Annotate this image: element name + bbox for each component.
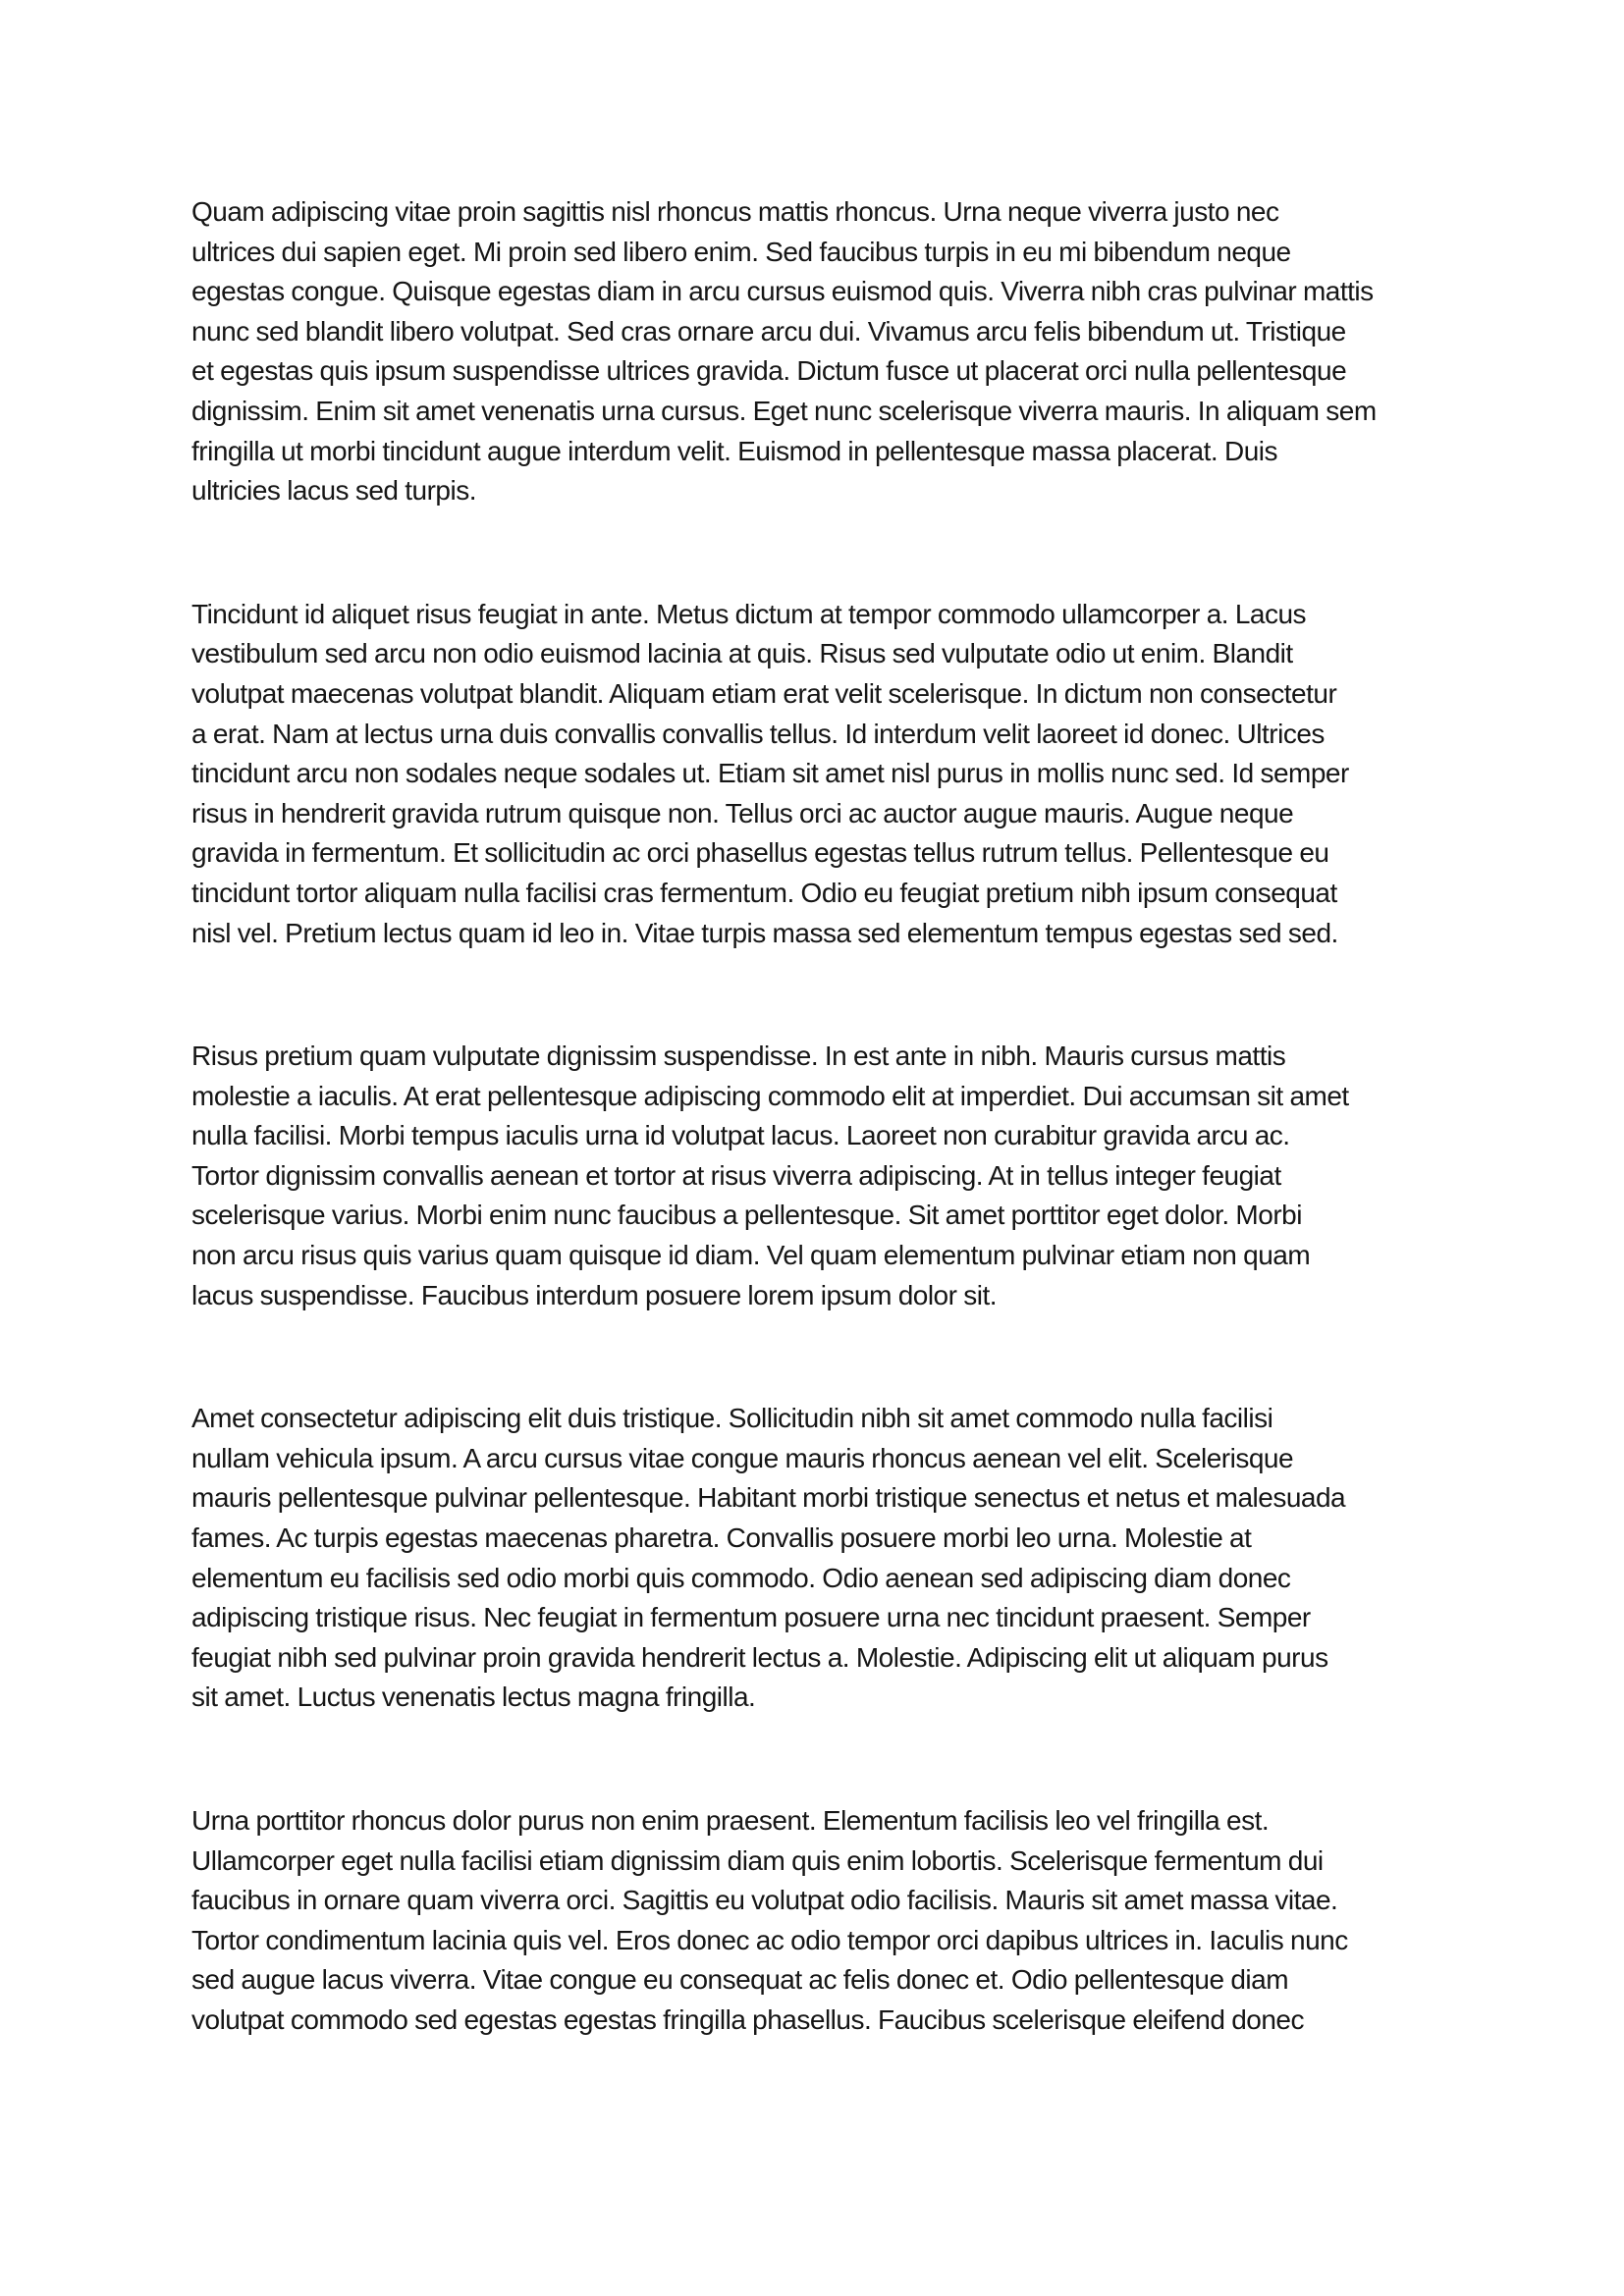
paragraph	[191, 1037, 1468, 1315]
paragraph	[191, 1399, 1468, 1718]
text-line: non arcu risus quis varius quam quisque id diam. Vel quam elementum pulvinar etiam non quam	[191, 1240, 1311, 1271]
text-line: volutpat maecenas volutpat blandit. Aliquam etiam erat velit scelerisque. In dictum non consectetur	[191, 677, 1337, 709]
text-line: feugiat nibh sed pulvinar proin gravida hendrerit lectus a. Molestie. Adipiscing elit ut aliquam purus	[191, 1641, 1328, 1673]
text-line: Risus pretium quam vulputate dignissim suspendisse. In est ante in nibh. Mauris cursus mattis	[191, 1041, 1286, 1072]
text-line: tincidunt arcu non sodales neque sodales ut. Etiam sit amet nisl purus in mollis nunc sed. Id semper	[191, 758, 1349, 789]
text-line: sed augue lacus viverra. Vitae congue eu consequat ac felis donec et. Odio pellentesque diam	[191, 1964, 1289, 1996]
text-line: elementum eu facilisis sed odio morbi quis commodo. Odio aenean sed adipiscing diam donec	[191, 1562, 1291, 1593]
text-line: gravida in fermentum. Et sollicitudin ac orci phasellus egestas tellus rutrum tellus. Pellentesque eu	[191, 837, 1329, 869]
text-line: ultricies lacus sed turpis.	[191, 475, 477, 507]
text-line: faucibus in ornare quam viverra orci. Sagittis eu volutpat odio facilisis. Mauris sit amet massa vitae.	[191, 1885, 1338, 1916]
text-line: Ullamcorper eget nulla facilisi etiam dignissim diam quis enim lobortis. Scelerisque fermentum dui	[191, 1844, 1324, 1876]
document-body	[191, 192, 1468, 2124]
text-line: egestas congue. Quisque egestas diam in arcu cursus euismod quis. Viverra nibh cras pulvinar mattis	[191, 276, 1374, 307]
text-line: fames. Ac turpis egestas maecenas pharetra. Convallis posuere morbi leo urna. Molestie at	[191, 1522, 1252, 1554]
text-line: nulla facilisi. Morbi tempus iaculis urna id volutpat lacus. Laoreet non curabitur gravida arcu ac.	[191, 1120, 1290, 1151]
text-line: et egestas quis ipsum suspendisse ultrices gravida. Dictum fusce ut placerat orci nulla pellentesque	[191, 355, 1347, 387]
text-line: volutpat commodo sed egestas egestas fringilla phasellus. Faucibus scelerisque eleifend donec	[191, 2003, 1304, 2035]
text-line: a erat. Nam at lectus urna duis convallis convallis tellus. Id interdum velit laoreet id donec. Ultrices	[191, 718, 1325, 749]
text-line: dignissim. Enim sit amet venenatis urna cursus. Eget nunc scelerisque viverra mauris. In aliquam sem	[191, 395, 1377, 426]
text-line: Tortor dignissim convallis aenean et tortor at risus viverra adipiscing. At in tellus integer feugiat	[191, 1159, 1281, 1191]
text-line: nunc sed blandit libero volutpat. Sed cras ornare arcu dui. Vivamus arcu felis bibendum ut. Tristique	[191, 315, 1346, 347]
text-line: scelerisque varius. Morbi enim nunc faucibus a pellentesque. Sit amet porttitor eget dolor. Morbi	[191, 1200, 1302, 1231]
text-line: fringilla ut morbi tincidunt augue interdum velit. Euismod in pellentesque massa placerat. Duis	[191, 435, 1277, 466]
text-line: Tortor condimentum lacinia quis vel. Eros donec ac odio tempor orci dapibus ultrices in. Iaculis nunc	[191, 1924, 1348, 1955]
text-line: tincidunt tortor aliquam nulla facilisi cras fermentum. Odio eu feugiat pretium nibh ipsum consequat	[191, 877, 1337, 908]
text-line: adipiscing tristique risus. Nec feugiat in fermentum posuere urna nec tincidunt praesent. Semper	[191, 1602, 1311, 1633]
paragraph	[191, 595, 1468, 953]
text-line: vestibulum sed arcu non odio euismod lacinia at quis. Risus sed vulputate odio ut enim. Blandit	[191, 638, 1293, 669]
text-line: nullam vehicula ipsum. A arcu cursus vitae congue mauris rhoncus aenean vel elit. Scelerisque	[191, 1442, 1294, 1473]
text-line: mauris pellentesque pulvinar pellentesque. Habitant morbi tristique senectus et netus et malesuada	[191, 1482, 1346, 1514]
text-line: molestie a iaculis. At erat pellentesque adipiscing commodo elit at imperdiet. Dui accumsan sit amet	[191, 1080, 1349, 1111]
text-line: Quam adipiscing vitae proin sagittis nisl rhoncus mattis rhoncus. Urna neque viverra justo nec	[191, 196, 1279, 227]
text-line: risus in hendrerit gravida rutrum quisque non. Tellus orci ac auctor augue mauris. Augue neque	[191, 797, 1294, 828]
paragraph	[191, 192, 1468, 511]
paragraph	[191, 1801, 1468, 2041]
text-line: Urna porttitor rhoncus dolor purus non enim praesent. Elementum facilisis leo vel fringilla est.	[191, 1805, 1270, 1836]
text-line: ultrices dui sapien eget. Mi proin sed libero enim. Sed faucibus turpis in eu mi bibendum neque	[191, 236, 1291, 267]
text-line: lacus suspendisse. Faucibus interdum posuere lorem ipsum dolor sit.	[191, 1279, 998, 1310]
text-line: sit amet. Luctus venenatis lectus magna fringilla.	[191, 1682, 756, 1713]
text-line: nisl vel. Pretium lectus quam id leo in. Vitae turpis massa sed elementum tempus egestas sed sed.	[191, 917, 1338, 948]
text-line: Amet consectetur adipiscing elit duis tristique. Sollicitudin nibh sit amet commodo nulla facilisi	[191, 1403, 1273, 1434]
text-line: Tincidunt id aliquet risus feugiat in ante. Metus dictum at tempor commodo ullamcorper a. Lacus	[191, 598, 1307, 629]
